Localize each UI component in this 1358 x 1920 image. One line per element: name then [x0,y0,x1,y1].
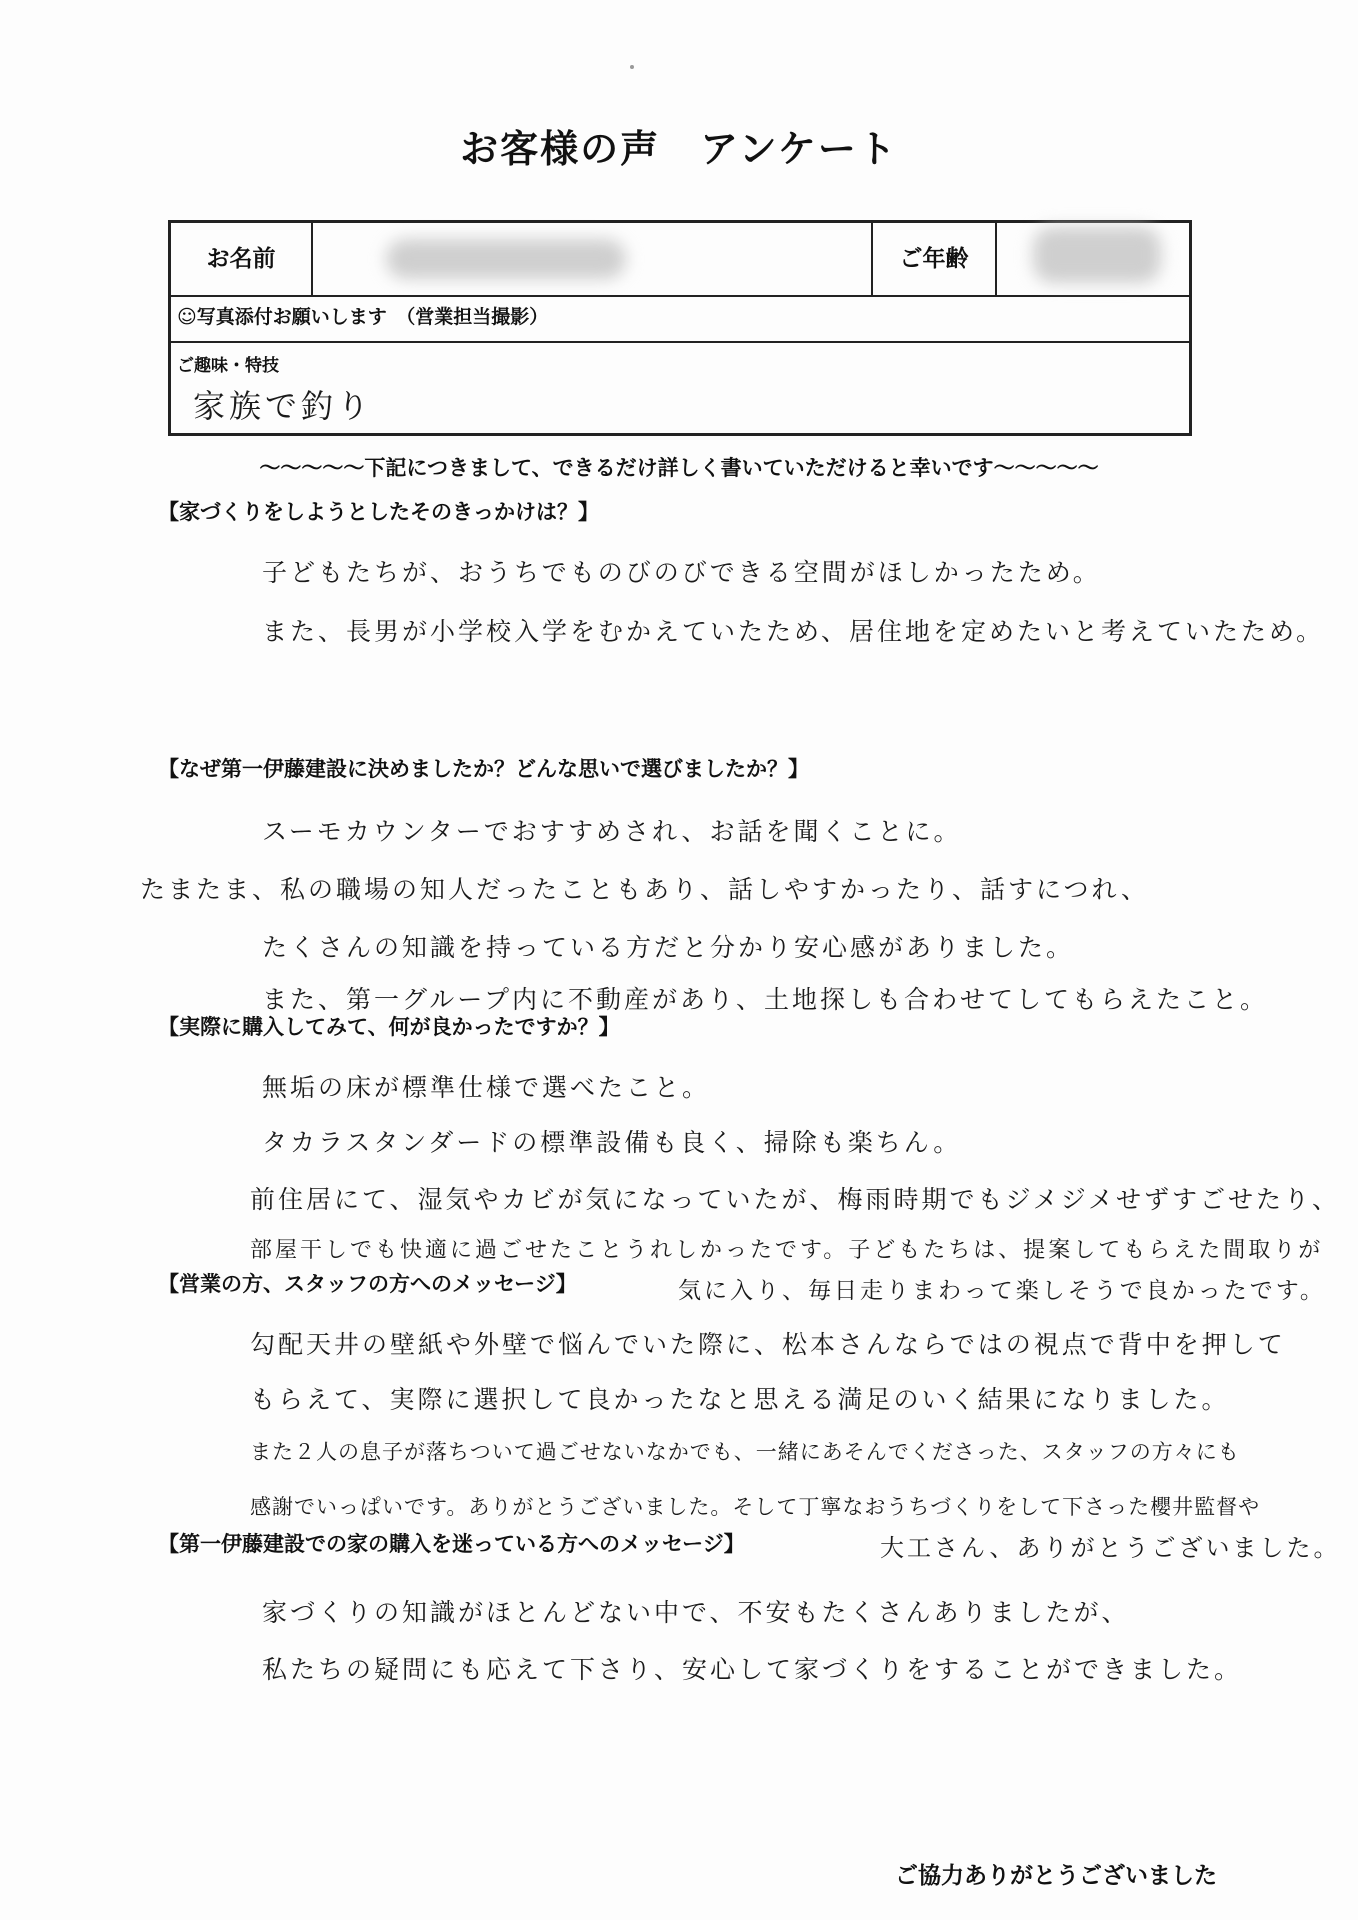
divider [311,223,313,295]
scan-speck [630,65,634,69]
redacted-age [1033,227,1161,283]
answer-line: 家づくりの知識がほとんどない中で、不安もたくさんありましたが、 [262,1598,1130,1627]
section-heading: 【家づくりをしようとしたそのきっかけは？】 [158,500,599,524]
answer-line: 部屋干しでも快適に過ごせたことうれしかったです。子どもたちは、提案してもらえた間取りが [250,1238,1324,1263]
photo-row [171,295,1189,343]
customer-info-form [168,220,1192,436]
section-heading: 【第一伊藤建設での家の購入を迷っている方へのメッセージ】 [158,1532,745,1556]
answer-line: また２人の息子が落ちついて過ごせないなかでも、一緒にあそんでくださった、スタッフの方々にも [250,1440,1240,1464]
section-heading: 【なぜ第一伊藤建設に決めましたか？どんな思いで選びましたか？】 [158,757,809,781]
answer-line: 私たちの疑問にも応えて下さり、安心して家づくりをすることができました。 [262,1655,1243,1684]
age-label: ご年齢 [899,246,969,272]
name-age-row [171,223,1189,297]
answer-line: たくさんの知識を持っている方だと分かり安心感がありました。 [262,933,1075,962]
hobby-row [171,341,1189,436]
answer-line: 前住居にて、湿気やカビが気になっていたが、梅雨時期でもジメジメせずすごせたり、 [250,1185,1341,1214]
divider [995,223,997,295]
answer-line: 感謝でいっぱいです。ありがとうございました。そして丁寧なおうちづくりをして下さった櫻井監督や [250,1495,1261,1519]
answer-line: もらえて、実際に選択して良かったなと思える満足のいく結果になりました。 [250,1385,1230,1414]
answer-line: 無垢の床が標準仕様で選べたこと。 [262,1073,711,1102]
section-heading: 【実際に購入してみて、何が良かったですか？】 [158,1015,620,1039]
answer-line: スーモカウンターでおすすめされ、お話を聞くことに。 [262,817,962,846]
answer-line: 子どもたちが、おうちでものびのびできる空間がほしかったため。 [262,558,1101,587]
hobby-answer: 家族で釣り [193,387,374,425]
answer-line: 大工さん、ありがとうございました。 [880,1534,1341,1562]
answer-line: タカラスタンダードの標準設備も良く、掃除も楽ちん。 [262,1128,962,1157]
name-label: お名前 [206,246,276,272]
answer-line: また、長男が小学校入学をむかえていたため、居住地を定めたいと考えていたため。 [262,617,1325,646]
closing-thanks: ご協力ありがとうございました [895,1863,1217,1889]
page-title: お客様の声 アンケート [460,127,898,171]
answer-line: また、第一グループ内に不動産があり、土地探しも合わせてしてもらえたこと。 [262,985,1269,1014]
section-heading: 【営業の方、スタッフの方へのメッセージ】 [158,1272,577,1296]
photo-request-label: ☺写真添付お願いします （営業担当撮影） [177,306,549,328]
instruction-text: ～～～～～下記につきまして、できるだけ詳しく書いていただけると幸いです～～～～～ [259,456,1099,480]
hobby-label: ご趣味・特技 [177,356,279,376]
answer-line: 勾配天井の壁紙や外壁で悩んでいた際に、松本さんならではの視点で背中を押して [250,1330,1286,1359]
redacted-name [386,239,626,279]
answer-line: 気に入り、毎日走りまわって楽しそうで良かったです。 [678,1278,1326,1304]
answer-line: たまたま、私の職場の知人だったこともあり、話しやすかったり、話すにつれ、 [140,875,1150,904]
